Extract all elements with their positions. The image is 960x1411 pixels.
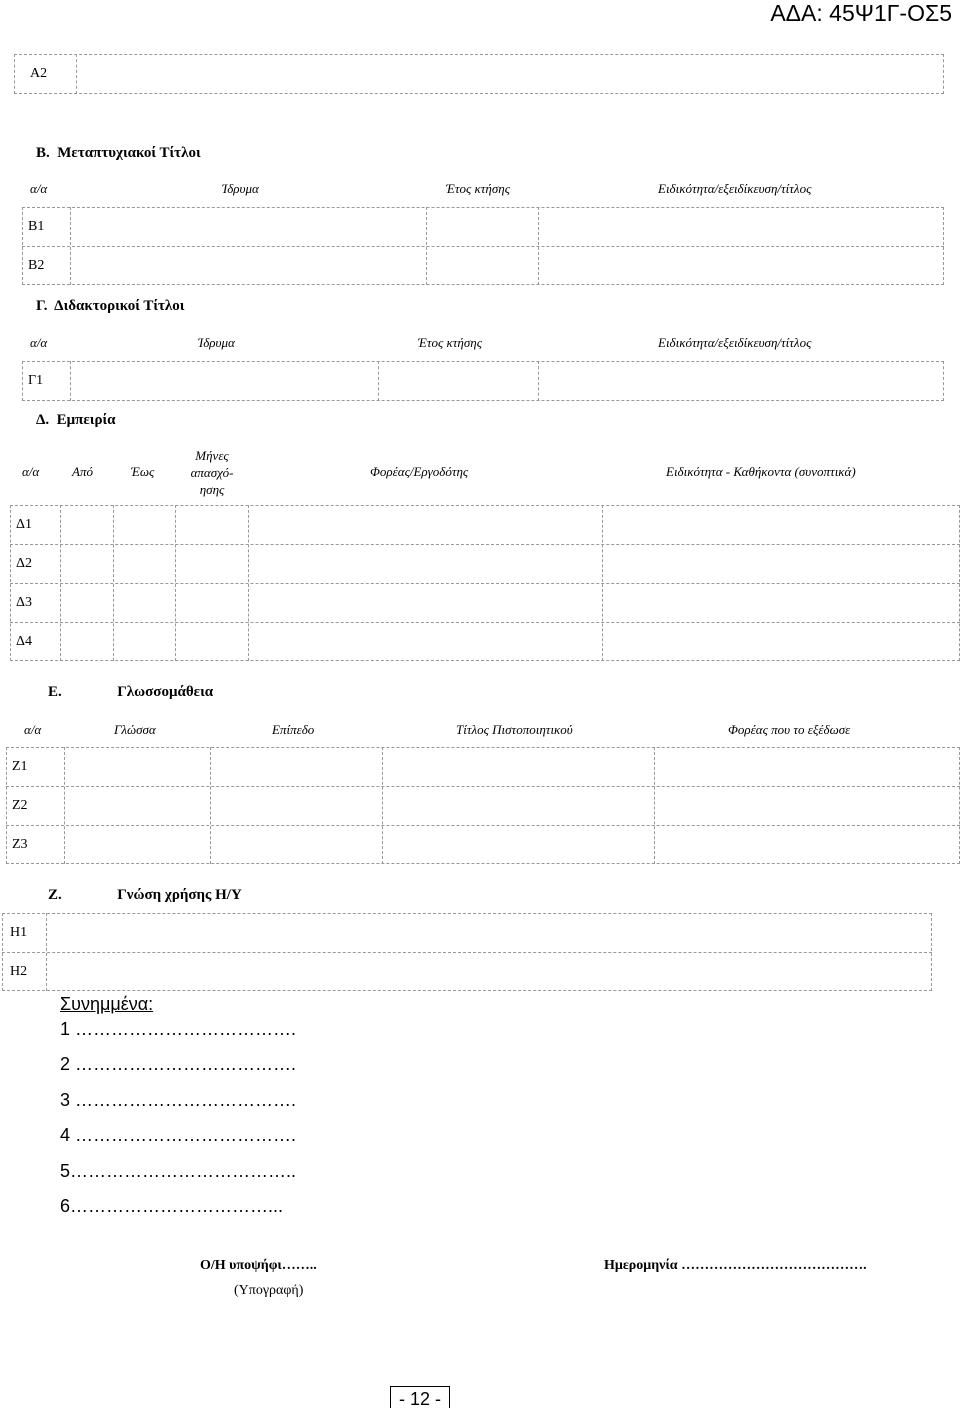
section-z-heading: Ζ. Γνώση χρήσης Η/Υ <box>48 887 242 903</box>
g-header-aa: α/α <box>30 335 48 350</box>
section-d-heading: Δ. Εμπειρία <box>36 412 116 428</box>
d-header-employer: Φορέας/Εργοδότης <box>370 464 469 479</box>
row-label-d4: Δ4 <box>16 634 33 649</box>
b-header-institution: Ίδρυμα <box>222 181 259 196</box>
attachments-title: Συνημμένα: <box>60 994 154 1014</box>
g-table <box>22 361 944 401</box>
section-g-heading: Γ. Διδακτορικοί Τίτλοι <box>36 298 185 314</box>
row-label-z2: Ζ2 <box>12 798 28 813</box>
attachment-line-5: 5……………………………….. <box>60 1161 297 1181</box>
section-b-heading: Β. Μεταπτυχιακοί Τίτλοι <box>36 145 201 161</box>
row-label-d3: Δ3 <box>16 595 33 610</box>
attachment-line-1: 1 ………………………………. <box>60 1019 297 1039</box>
d-header-duties: Ειδικότητα - Καθήκοντα (συνοπτικά) <box>666 464 856 479</box>
e-header-level: Επίπεδο <box>272 722 315 737</box>
d-header-months: Μήνες απασχό- ησης <box>190 448 234 497</box>
attachment-line-6: 6……………………………... <box>60 1196 284 1216</box>
e-header-language: Γλώσσα <box>114 722 156 737</box>
row-label-d1: Δ1 <box>16 517 33 532</box>
d-header-to: Έως <box>131 464 155 479</box>
row-label-d2: Δ2 <box>16 556 33 571</box>
date-label: Ημερομηνία …………………………………. <box>604 1258 867 1273</box>
e-header-certificate: Τίτλος Πιστοποιητικού <box>456 722 573 737</box>
page-number: - 12 - <box>390 1386 450 1408</box>
ada-code: ΑΔΑ: 45Ψ1Γ-ΟΣ5 <box>770 0 952 26</box>
e-header-aa: α/α <box>24 722 42 737</box>
signature-label: (Υπογραφή) <box>234 1283 304 1298</box>
e-table <box>6 747 960 864</box>
g-header-institution: Ίδρυμα <box>198 335 235 350</box>
row-a2-box <box>14 54 944 94</box>
row-label-g1: Γ1 <box>28 373 44 388</box>
row-label-z1: Ζ1 <box>12 759 28 774</box>
row-label-z3: Ζ3 <box>12 837 28 852</box>
e-header-issuer: Φορέας που το εξέδωσε <box>728 722 851 737</box>
row-label-h1: Η1 <box>10 925 28 940</box>
b-header-year: Έτος κτήσης <box>446 181 510 196</box>
row-label-b2: Β2 <box>28 258 45 273</box>
candidate-label: Ο/Η υποψήφι…….. <box>200 1258 317 1273</box>
d-header-aa: α/α <box>22 464 40 479</box>
g-header-specialty: Ειδικότητα/εξειδίκευση/τίτλος <box>658 335 812 350</box>
g-header-year: Έτος κτήσης <box>418 335 482 350</box>
attachment-line-4: 4 ………………………………. <box>60 1125 297 1145</box>
d-header-from: Από <box>72 464 93 479</box>
b-header-specialty: Ειδικότητα/εξειδίκευση/τίτλος <box>658 181 812 196</box>
section-e-heading: Ε. Γλωσσομάθεια <box>48 684 214 700</box>
row-label-b1: Β1 <box>28 219 45 234</box>
attachment-line-2: 2 ………………………………. <box>60 1054 297 1074</box>
attachment-line-3: 3 ………………………………. <box>60 1090 297 1110</box>
row-label-h2: Η2 <box>10 964 28 979</box>
row-label-a2: Α2 <box>30 66 48 81</box>
b-header-aa: α/α <box>30 181 48 196</box>
